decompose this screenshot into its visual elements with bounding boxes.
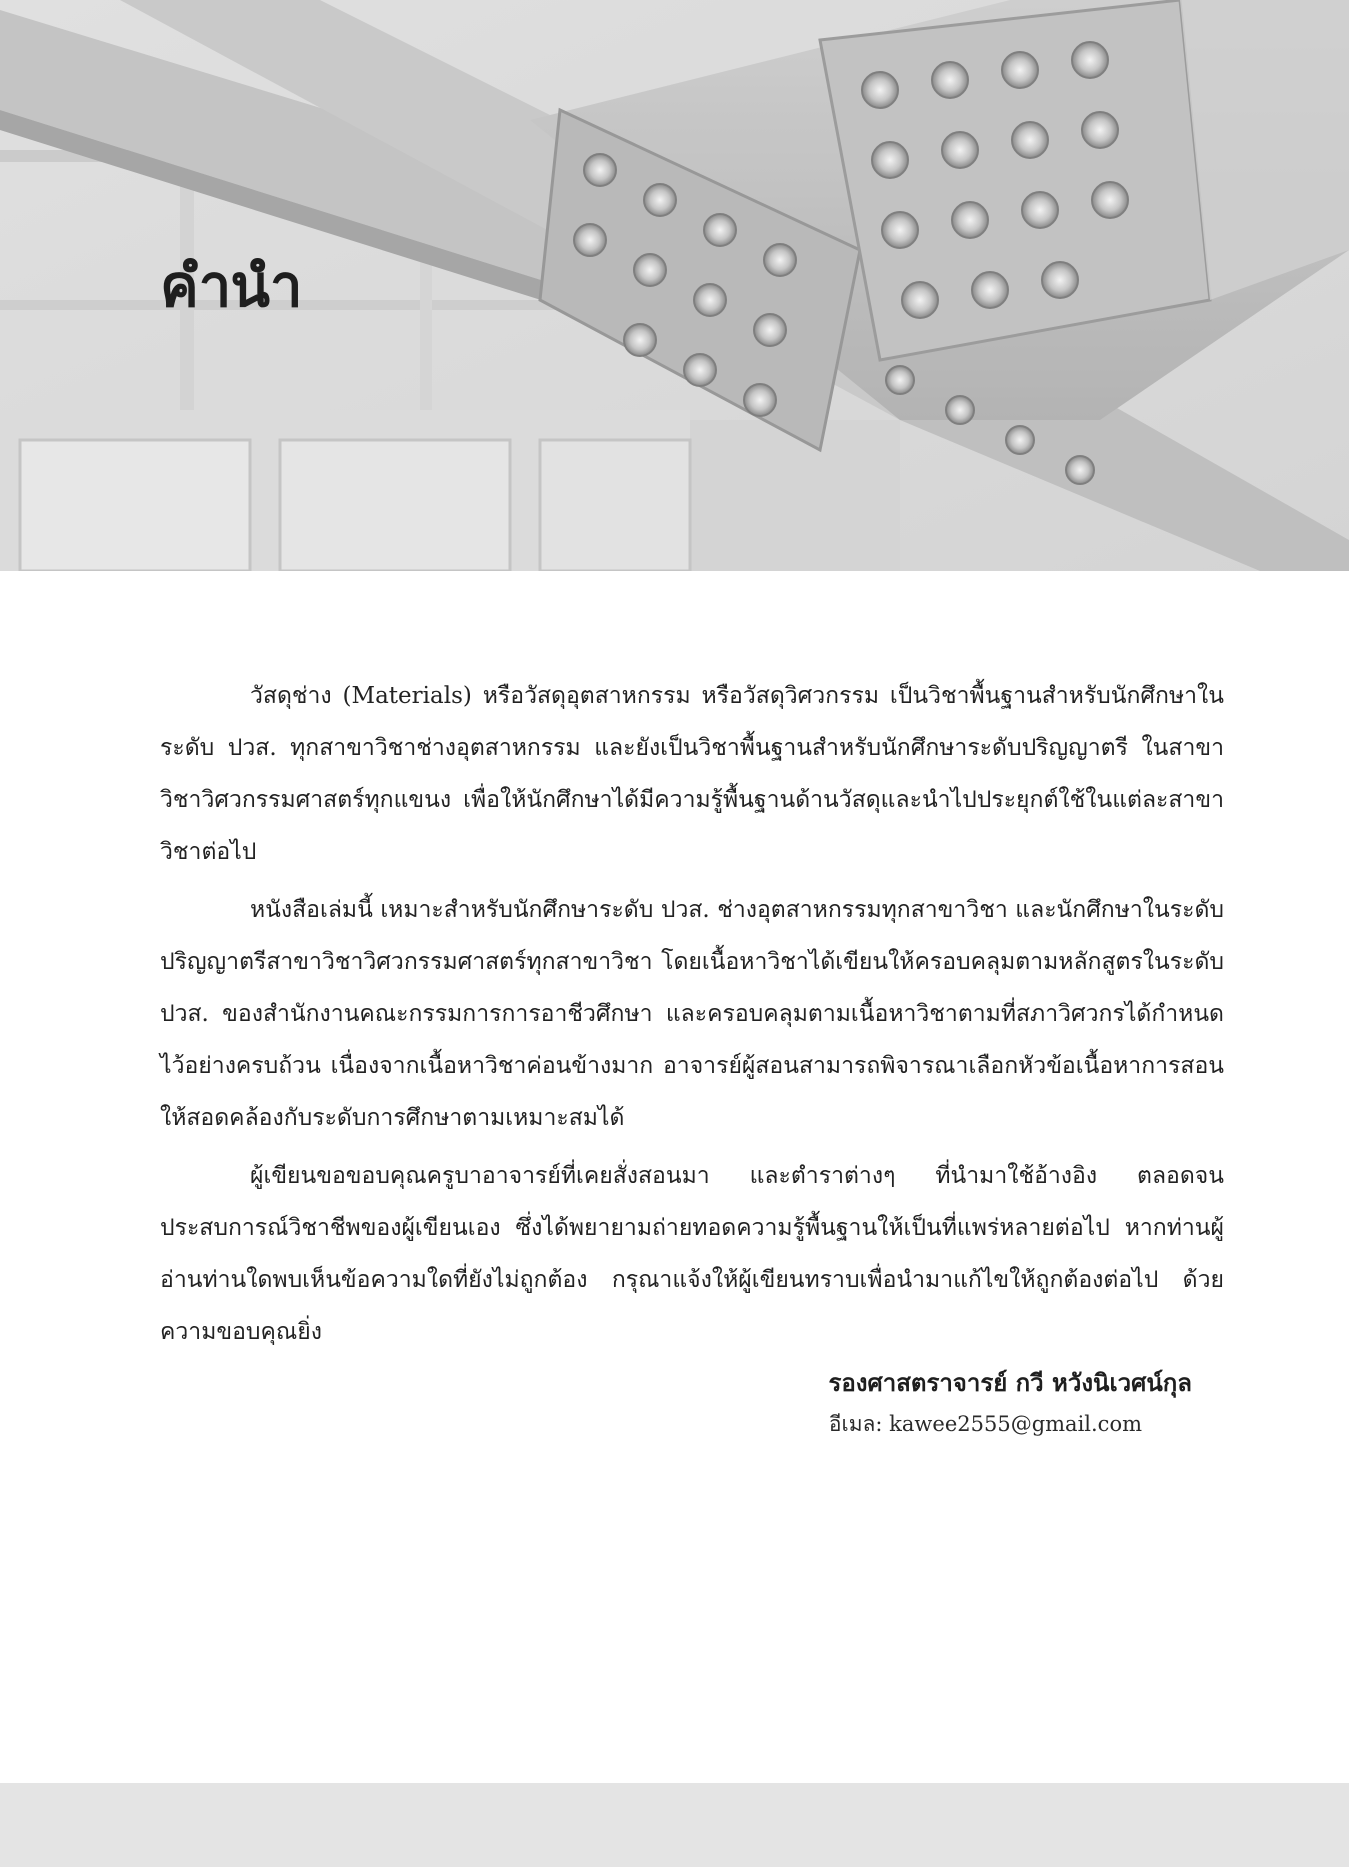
page-title: คำนำ bbox=[160, 252, 302, 320]
paragraph-2: หนังสือเล่มนี้ เหมาะสำหรับนักศึกษาระดับ ปวส. ช่างอุตสาหกรรมทุกสาขาวิชา และนักศึกษาในระดับปริญญาตรีสาขาวิชาวิศวกรรมศาสตร์ทุกสาขาวิชา โดยเนื้อหาวิชาได้เขียนให้ครอบคลุมตามหลักสูตรในระดับ ปวส. ของสำนักงานคณะกรรมการการอาชีวศึกษา และครอบคลุมตามเนื้อหาวิชาตามที่สภาวิศวกรได้กำหนดไว้อย่างครบถ้วน เนื่องจากเนื้อหาวิชาค่อนข้างมาก อาจารย์ผู้สอนสามารถพิจารณาเลือกหัวข้อเนื้อหาการสอนให้สอดคล้องกับระดับการศึกษาตามเหมาะสมได้ bbox=[160, 897, 1224, 1131]
preface-body bbox=[160, 670, 1224, 1364]
author-name: รองศาสตราจารย์ กวี หวังนิเวศน์กุล bbox=[828, 1368, 1192, 1397]
paragraph-1: วัสดุช่าง (Materials) หรือวัสดุอุตสาหกรรม หรือวัสดุวิศวกรรม เป็นวิชาพื้นฐานสำหรับนักศึกษาในระดับ ปวส. ทุกสาขาวิชาช่างอุตสาหกรรม และยังเป็นวิชาพื้นฐานสำหรับนักศึกษาระดับปริญญาตรี ในสาขาวิชาวิศวกรรมศาสตร์ทุกแขนง เพื่อให้นักศึกษาได้มีความรู้พื้นฐานด้านวัสดุและนำไปประยุกต์ใช้ในแต่ละสาขาวิชาต่อไป bbox=[160, 683, 1224, 865]
header-banner bbox=[0, 0, 1349, 571]
footer-band bbox=[0, 1783, 1349, 1867]
author-email: อีเมล: kawee2555@gmail.com bbox=[828, 1412, 1142, 1436]
signature-block bbox=[492, 1360, 1192, 1442]
paragraph-3: ผู้เขียนขอขอบคุณครูบาอาจารย์ที่เคยสั่งสอนมา และตำราต่างๆ ที่นำมาใช้อ้างอิง ตลอดจนประสบการณ์วิชาชีพของผู้เขียนเอง ซึ่งได้พยายามถ่ายทอดความรู้พื้นฐานให้เป็นที่แพร่หลายต่อไป หากท่านผู้อ่านท่านใดพบเห็นข้อความใดที่ยังไม่ถูกต้อง กรุณาแจ้งให้ผู้เขียนทราบเพื่อนำมาแก้ไขให้ถูกต้องต่อไป ด้วยความขอบคุณยิ่ง bbox=[160, 1163, 1224, 1345]
